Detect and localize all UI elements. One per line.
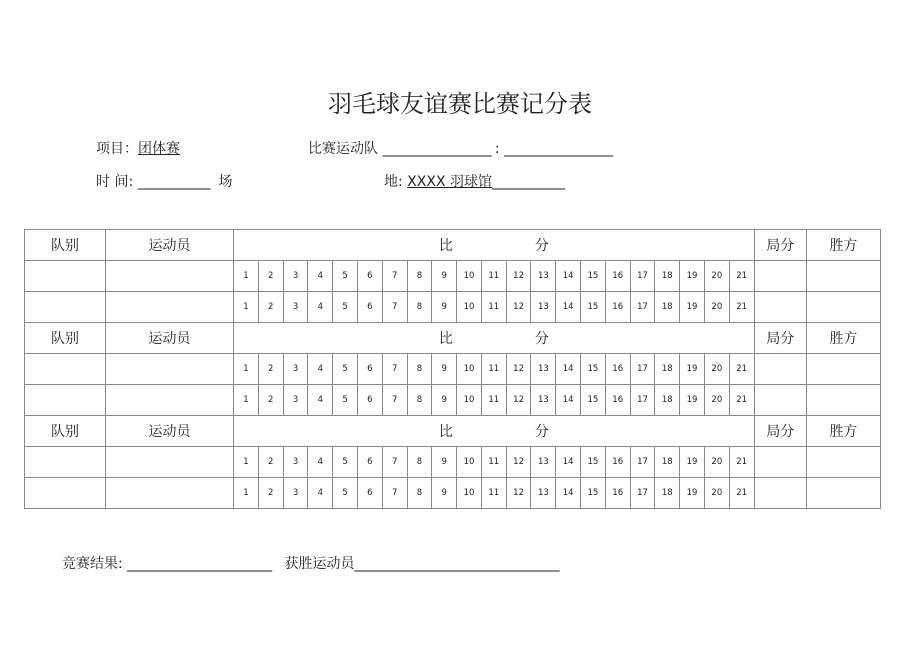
score-point-cell[interactable]: 15 [581,292,606,323]
score-point-cell[interactable]: 14 [556,447,581,478]
score-point-cell[interactable]: 14 [556,478,581,509]
score-point-cell[interactable]: 1 [234,447,259,478]
score-point-cell[interactable]: 8 [407,478,432,509]
player-cell[interactable] [105,354,233,385]
time-blank[interactable]: ____________ [137,174,210,190]
player-cell[interactable] [105,292,233,323]
score-point-cell[interactable]: 2 [258,292,283,323]
score-point-cell[interactable]: 14 [556,385,581,416]
score-point-cell[interactable]: 1 [234,261,259,292]
table-row [25,354,881,385]
header-score-right: 分 [534,238,549,254]
game-score-cell[interactable] [754,478,806,509]
score-point-cell[interactable]: 17 [630,447,655,478]
team-cell[interactable] [25,292,106,323]
result-blank[interactable]: ________________________ [127,556,272,572]
score-point-cell[interactable]: 19 [680,354,705,385]
score-point-cell[interactable]: 14 [556,261,581,292]
venue-blank[interactable]: ____________ [492,174,564,190]
score-point-cell[interactable]: 16 [605,261,630,292]
score-point-cell[interactable]: 7 [382,447,407,478]
score-point-cell[interactable]: 6 [358,447,383,478]
venue-value[interactable]: XXXX 羽球馆 [407,174,492,190]
score-point-cell[interactable]: 12 [506,478,531,509]
score-point-cell[interactable]: 3 [283,354,308,385]
score-point-cell[interactable]: 10 [457,354,482,385]
score-point-cell[interactable]: 18 [655,385,680,416]
score-point-cell[interactable]: 4 [308,292,333,323]
teams-label: 比赛运动队 [308,141,378,157]
score-point-cell[interactable]: 8 [407,354,432,385]
score-point-cell[interactable]: 17 [630,385,655,416]
score-point-cell[interactable]: 21 [729,292,754,323]
team-cell[interactable] [25,354,106,385]
header-winner: 胜方 [806,323,880,354]
player-cell[interactable] [105,447,233,478]
score-point-cell[interactable]: 5 [333,385,358,416]
header-row [25,230,881,261]
score-point-cell[interactable]: 2 [258,478,283,509]
score-point-cell[interactable]: 16 [605,478,630,509]
score-point-cell[interactable]: 19 [680,478,705,509]
score-point-cell[interactable]: 10 [457,292,482,323]
score-point-cell[interactable]: 12 [506,354,531,385]
score-point-cell[interactable]: 13 [531,292,556,323]
team-cell[interactable] [25,261,106,292]
score-point-cell[interactable]: 8 [407,292,432,323]
game-score-cell[interactable] [754,385,806,416]
team-cell[interactable] [25,447,106,478]
winner-cell[interactable] [806,292,880,323]
table-row [25,292,881,323]
header-game-score: 局分 [754,323,806,354]
winner-cell[interactable] [806,385,880,416]
winner-player-blank[interactable]: __________________________________ [354,556,559,572]
score-point-cell[interactable]: 4 [308,478,333,509]
score-point-cell[interactable]: 14 [556,354,581,385]
score-point-cell[interactable]: 21 [729,478,754,509]
table-row [25,261,881,292]
score-point-cell[interactable]: 15 [581,261,606,292]
score-point-cell[interactable]: 5 [333,292,358,323]
result-label: 竞赛结果: [62,556,123,572]
header-player: 运动员 [105,230,233,261]
project-value[interactable]: 团体赛 [138,141,180,157]
table-row [25,385,881,416]
score-point-cell[interactable]: 17 [630,354,655,385]
venue-field [384,171,564,191]
score-point-cell[interactable]: 5 [333,478,358,509]
score-point-cell[interactable]: 15 [581,354,606,385]
score-point-cell[interactable]: 6 [358,385,383,416]
score-point-cell[interactable]: 17 [630,478,655,509]
score-point-cell[interactable]: 19 [680,292,705,323]
score-point-cell[interactable]: 4 [308,354,333,385]
header-score-label [439,235,549,255]
winner-player-label: 获胜运动员 [284,556,355,572]
score-point-cell[interactable]: 10 [457,385,482,416]
score-point-cell[interactable]: 16 [605,447,630,478]
score-point-cell[interactable]: 21 [729,447,754,478]
game-score-cell[interactable] [754,261,806,292]
time-label: 时 间: [96,174,134,190]
score-point-cell[interactable]: 13 [531,447,556,478]
team1-blank[interactable]: __________________ [382,141,491,157]
score-point-cell[interactable]: 11 [481,354,506,385]
score-point-cell[interactable]: 17 [630,292,655,323]
score-point-cell[interactable]: 4 [308,385,333,416]
score-point-cell[interactable]: 20 [704,447,729,478]
score-point-cell[interactable]: 4 [308,261,333,292]
score-point-cell[interactable]: 2 [258,261,283,292]
score-point-cell[interactable]: 7 [382,292,407,323]
score-point-cell[interactable]: 6 [358,354,383,385]
project-label: 项目： [96,141,138,157]
player-cell[interactable] [105,261,233,292]
score-point-cell[interactable]: 9 [432,261,457,292]
score-point-cell[interactable]: 7 [382,478,407,509]
score-point-cell[interactable]: 13 [531,354,556,385]
score-point-cell[interactable]: 16 [605,385,630,416]
team-cell[interactable] [25,478,106,509]
header-game-score: 局分 [754,416,806,447]
score-point-cell[interactable]: 20 [704,261,729,292]
teams-separator: : [494,141,500,157]
score-point-cell[interactable]: 2 [258,354,283,385]
score-point-cell[interactable]: 17 [630,261,655,292]
score-point-cell[interactable]: 18 [655,354,680,385]
teams-field [308,138,612,158]
score-point-cell[interactable]: 1 [234,292,259,323]
score-point-cell[interactable]: 21 [729,261,754,292]
score-point-cell[interactable]: 7 [382,354,407,385]
player-cell[interactable] [105,385,233,416]
score-point-cell[interactable]: 8 [407,261,432,292]
score-point-cell[interactable]: 20 [704,385,729,416]
score-point-cell[interactable]: 3 [283,385,308,416]
score-point-cell[interactable]: 3 [283,261,308,292]
score-point-cell[interactable]: 2 [258,385,283,416]
score-point-cell[interactable]: 3 [283,478,308,509]
header-team: 队别 [25,323,106,354]
header-score [234,416,755,447]
header-player: 运动员 [105,323,233,354]
score-point-cell[interactable]: 6 [358,292,383,323]
score-point-cell[interactable]: 18 [655,261,680,292]
score-point-cell[interactable]: 3 [283,447,308,478]
score-point-cell[interactable]: 1 [234,478,259,509]
header-score [234,230,755,261]
score-point-cell[interactable]: 5 [333,447,358,478]
score-point-cell[interactable]: 12 [506,261,531,292]
header-team: 队别 [25,416,106,447]
score-point-cell[interactable]: 18 [655,478,680,509]
score-point-cell[interactable]: 15 [581,385,606,416]
header-score-label [439,421,549,441]
score-point-cell[interactable]: 11 [481,292,506,323]
header-score-left: 比 [438,238,453,254]
header-score-label [439,328,549,348]
score-point-cell[interactable]: 1 [234,385,259,416]
time-field [96,171,233,191]
score-point-cell[interactable]: 5 [333,354,358,385]
score-point-cell[interactable]: 11 [481,447,506,478]
header-score-right: 分 [534,331,549,347]
score-table [24,229,881,509]
header-score-left: 比 [438,331,453,347]
score-point-cell[interactable]: 21 [729,354,754,385]
score-point-cell[interactable]: 14 [556,292,581,323]
score-point-cell[interactable]: 4 [308,447,333,478]
score-point-cell[interactable]: 13 [531,385,556,416]
score-point-cell[interactable]: 7 [382,385,407,416]
score-point-cell[interactable]: 10 [457,447,482,478]
page-title: 羽毛球友谊赛比赛记分表 [328,90,592,118]
header-player: 运动员 [105,416,233,447]
score-point-cell[interactable]: 15 [581,447,606,478]
header-team: 队别 [25,230,106,261]
header-winner: 胜方 [806,230,880,261]
score-point-cell[interactable]: 9 [432,385,457,416]
score-point-cell[interactable]: 3 [283,292,308,323]
table-row [25,447,881,478]
score-point-cell[interactable]: 10 [457,261,482,292]
game-score-cell[interactable] [754,447,806,478]
winner-cell[interactable] [806,478,880,509]
score-point-cell[interactable]: 13 [531,478,556,509]
score-point-cell[interactable]: 2 [258,447,283,478]
score-point-cell[interactable]: 11 [481,385,506,416]
game-score-cell[interactable] [754,292,806,323]
player-cell[interactable] [105,478,233,509]
score-point-cell[interactable]: 9 [432,447,457,478]
score-point-cell[interactable]: 15 [581,478,606,509]
score-point-cell[interactable]: 20 [704,354,729,385]
result-field [62,553,559,573]
score-point-cell[interactable]: 19 [680,447,705,478]
game-score-cell[interactable] [754,354,806,385]
score-point-cell[interactable]: 5 [333,261,358,292]
header-score-right: 分 [534,424,549,440]
header-score [234,323,755,354]
winner-cell[interactable] [806,447,880,478]
score-point-cell[interactable]: 19 [680,385,705,416]
score-point-cell[interactable]: 1 [234,354,259,385]
score-point-cell[interactable]: 9 [432,478,457,509]
winner-cell[interactable] [806,261,880,292]
score-point-cell[interactable]: 13 [531,261,556,292]
score-point-cell[interactable]: 12 [506,292,531,323]
header-row [25,323,881,354]
score-point-cell[interactable]: 6 [358,261,383,292]
team-cell[interactable] [25,385,106,416]
project-field [96,138,180,158]
score-point-cell[interactable]: 9 [432,354,457,385]
score-point-cell[interactable]: 12 [506,385,531,416]
score-point-cell[interactable]: 20 [704,292,729,323]
score-point-cell[interactable]: 10 [457,478,482,509]
header-game-score: 局分 [754,230,806,261]
header-winner: 胜方 [806,416,880,447]
score-point-cell[interactable]: 8 [407,447,432,478]
score-point-cell[interactable]: 11 [481,478,506,509]
score-point-cell[interactable]: 16 [605,292,630,323]
score-point-cell[interactable]: 8 [407,385,432,416]
score-point-cell[interactable]: 20 [704,478,729,509]
table-row [25,478,881,509]
score-point-cell[interactable]: 18 [655,447,680,478]
score-point-cell[interactable]: 18 [655,292,680,323]
score-point-cell[interactable]: 6 [358,478,383,509]
match-label: 场 [218,174,233,190]
team2-blank[interactable]: __________________ [504,141,613,157]
score-point-cell[interactable]: 7 [382,261,407,292]
header-row [25,416,881,447]
score-point-cell[interactable]: 11 [481,261,506,292]
venue-label: 地: [384,174,403,190]
score-point-cell[interactable]: 19 [680,261,705,292]
score-point-cell[interactable]: 16 [605,354,630,385]
score-point-cell[interactable]: 9 [432,292,457,323]
header-score-left: 比 [438,424,453,440]
winner-cell[interactable] [806,354,880,385]
score-point-cell[interactable]: 12 [506,447,531,478]
score-point-cell[interactable]: 21 [729,385,754,416]
